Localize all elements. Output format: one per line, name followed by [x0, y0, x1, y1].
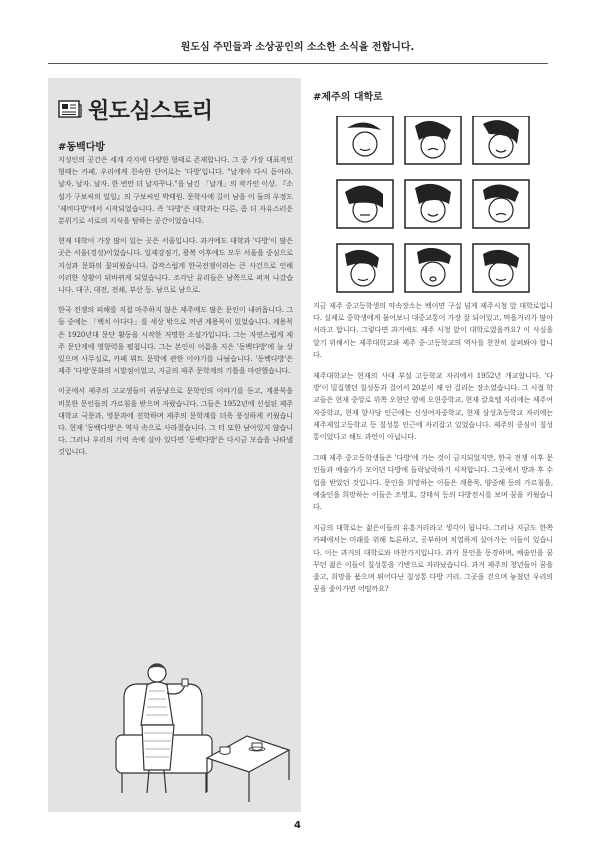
left-paragraph: 이곳에서 제주의 고교생들이 귀동냥으로 문학인의 이야기를 듣고, 계용묵을 비롯한 문인들의 가르침을 받으며 자랐습니다. 그들은 1952년에 신설된 제주대학교 국문과, 영문과에 진학하며 제주의 문학계를 더욱 풍성하게 키웠습니다. 현재 '동백다방'은 역사 속으로 사라졌습니다. 그 터 또한 남아있지 않습니다. 그러나 우리의 기억 속에 살아 있다면 '동백다방'은 다시금 모습을 나타낼 것입니다. [58, 386, 293, 457]
newspaper-icon [58, 99, 82, 119]
header-tagline: 원도심 주민들과 소상공인의 소소한 소식을 전합니다. [180, 42, 415, 53]
right-paragraph: 제주대학교는 현재의 사대 부설 고등학교 자리에서 1952년 개교합니다. '다방'이 밀집했던 칠성동과 걸어서 20분이 채 안 걸리는 장소였습니다. 그 시절 학교들은 현재 중앙로 위쪽 오현단 옆에 오현중학교, 현재 칼호텔 자리에는 제주여자중학교, 현재 향사당 인근에는 신성여자중학교, 현재 삼성초등학교 자리에는 제주제일고등학교 등 칠성통 인근에 자리잡고 있었습니다. 제주의 중심이 칠성통이었다고 해도 과언이 아닙니다. [313, 371, 553, 442]
left-column [48, 78, 301, 812]
left-article-body [58, 154, 293, 467]
section-title-daehakro: #제주의 대학로 [313, 92, 383, 103]
right-paragraph: 지금 제주 중고등학생의 약속장소는 백이면 구십 넘게 제주시청 앞 대학로입니다. 실제로 중학생에게 물어보니 대중교통이 가장 잘 되어있고, 먹을거리가 많아서라고 합니다. 그렇다면 과거에도 제주 시청 앞이 대학로였을까요? 이 사실을 알기 위해서는 제주대학교와 제주 중·고등학교의 역사를 찬찬히 살펴봐야 합니다. [313, 301, 553, 359]
left-paragraph: 지성인의 공간은 세계 각지에 다양한 형태로 존재합니다. 그 중 가장 대표적인 형태는 카페, 우리에게 친숙한 단어로는 '다방'입니다. "날개야 다시 돋아라. 날자. 날자. 날자. 한 번만 더 날자꾸나."을 남긴 「날개」의 작가인 이상. 『소설가 구보씨의 일일』의 구보씨인 박태원. 문학사에 길이 남을 이 둘의 우정도 '제비다방'에서 시작되었습니다. 즉 '다방'은 대학과는 다른, 좀 더 자유스러운 분위기로 서로의 지식을 탐하는 공간이었습니다. [58, 155, 293, 226]
left-paragraph: 한국 전쟁의 피해를 직접 마주하지 않은 제주에도 많은 문인이 내려옵니다. 그들 중에는 「백치 아다다」를 세상 밖으로 꺼낸 계용묵이 있었습니다. 계용묵은 1920년대 문단 활동을 시작한 저명한 소설가입니다. 그는 자연스럽게 제주 문단계에 영향력을 펼칩니다. 그는 본인이 이름을 지은 '동백다방'에 늘 상 있으며 사무실로, 카페 뷔트 문학에 관한 이야기를 나눴습니다. '동백다방'은 제주 '다방'문화의 시발점이었고, 지금의 제주 문학계의 기틀을 마련했습니다. [58, 305, 293, 376]
page-number: 4 [294, 820, 301, 831]
left-paragraph: 현재 대학이 가장 많이 있는 곳은 서울입니다. 과거에도 대학과 '다방'이 많은 곳은 서울(경성)이었습니다. 일제강점기, 광복 이후에도 모두 서울을 중심으로 지성과 문화의 꽃피웠습니다. 갑작스럽게 한국전쟁이라는 큰 사건으로 인해 이러한 상황이 뒤바뀌게 되었습니다. 조각난 유리들은 남쪽으로 퍼져 나갔습니다. 대구, 대전, 전쇄, 부산 등. 남으로 남으로. [58, 236, 293, 295]
right-paragraph: 지금의 대학로는 젊은이들의 유흥거리라고 생각이 됩니다. 그러나 지금도 한쪽 카페에서는 미래를 위해 토론하고, 공부하며 치열하게 살아가는 이들이 있습니다. 이는 과거의 대학로와 마찬가지입니다. 과거 문인을 동경하며, 예술인을 꿈꾸던 젊은 이들이 칠성통을 기반으로 자라났습니다. 과거 제주의 청년들이 꿈을 좇고, 희망을 품으며 뛰어다닌 칠성통 다방 거리. 그곳을 걷으며 놓쳤던 우리의 꿈을 좇아가면 어떨까요? [313, 523, 553, 594]
header-divider [48, 63, 548, 64]
section-title-dongbaek: #동백다방 [58, 142, 106, 153]
right-paragraph: 그때 제주 중고등학생들은 '다방'에 가는 것이 금지되었지만, 한국 전쟁 이후 문인들과 예술가가 모이던 다방에 들락날락하기 시작합니다. 그곳에서 방과 후 수업을 받았던 것입니다. 문인을 희망하는 이들은 계용묵, 양중해 등의 가르침을, 예술인을 희망하는 이들은 조영호, 강태석 등의 다방전시를 보며 꿈을 키웠습니다. [313, 453, 553, 512]
right-article-body [313, 300, 553, 604]
cafe-woman-illustration [102, 643, 292, 808]
page-title: 원도심스토리 [88, 98, 213, 124]
title-row [58, 94, 213, 124]
